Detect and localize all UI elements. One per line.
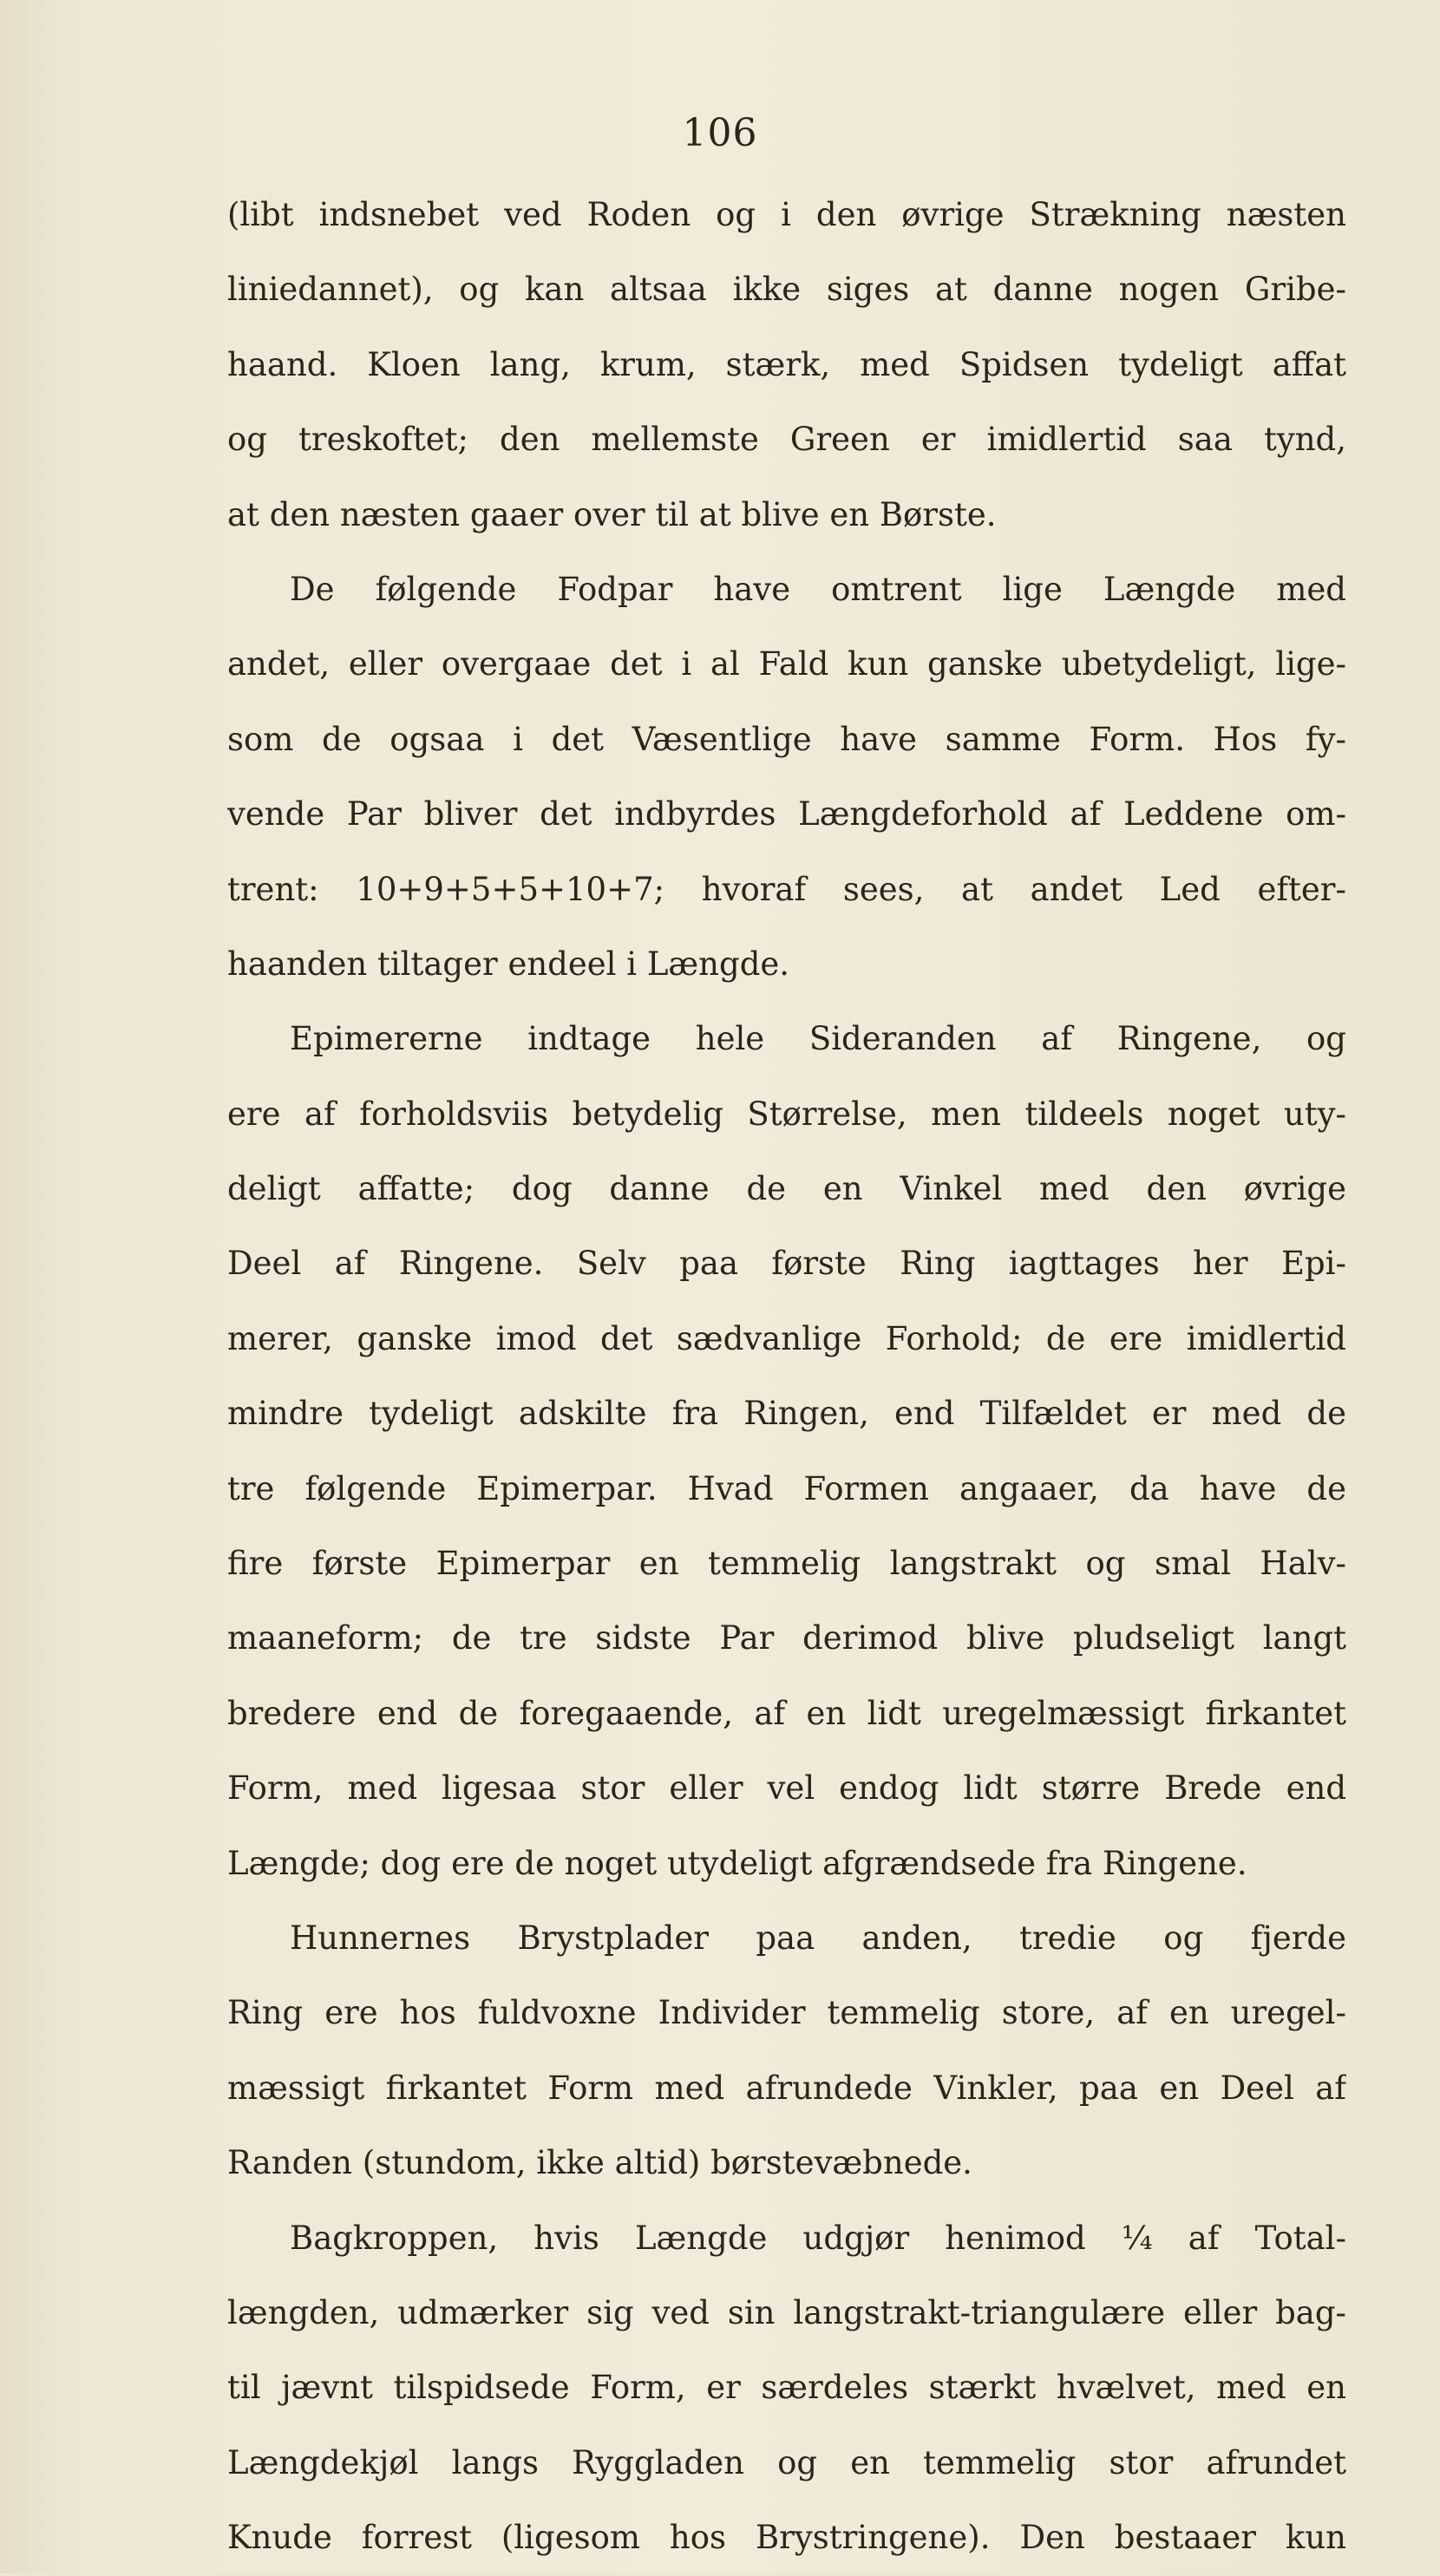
text-line: fire første Epimerpar en temmelig langstrakt og smal Halv- [227, 1545, 1346, 1583]
text-line: haanden tiltager endeel i Længde. [227, 945, 790, 983]
text-line: mindre tydeligt adskilte fra Ringen, end Tilfældet er med de [227, 1395, 1346, 1433]
text-line: andet, eller overgaae det i al Fald kun ganske ubetydeligt, lige- [227, 645, 1346, 683]
text-line: Knude forrest (ligesom hos Brystringene). Den bestaaer kun [227, 2519, 1346, 2557]
text-line: liniedannet), og kan altsaa ikke siges at danne nogen Gribe- [227, 271, 1346, 309]
text-line: Længdekjøl langs Ryggladen og en temmelig stor afrundet [227, 2443, 1346, 2481]
text-line: længden, udmærker sig ved sin langstrakt-triangulære eller bag- [227, 2293, 1346, 2331]
text-line: haand. Kloen lang, krum, stærk, med Spidsen tydeligt affat [227, 345, 1346, 383]
text-line: Randen (stundom, ikke altid) børstevæbnede. [227, 2144, 972, 2182]
text-line: Ring ere hos fuldvoxne Individer temmelig store, af en uregel- [227, 1994, 1346, 2032]
text-line: at den næsten gaaer over til at blive en Børste. [227, 495, 997, 533]
paragraph-start-line: Bagkroppen, hvis Længde udgjør henimod ¼ af Total- [290, 2219, 1346, 2257]
text-line: bredere end de foregaaende, af en lidt uregelmæssigt firkantet [227, 1694, 1346, 1732]
text-line: (libt indsnebet ved Roden og i den øvrige Strækning næsten [227, 196, 1346, 233]
text-line: Form, med ligesaa stor eller vel endog lidt større Brede end [227, 1769, 1346, 1808]
text-line: Længde; dog ere de noget utydeligt afgrændsede fra Ringene. [227, 1844, 1247, 1882]
text-line: til jævnt tilspidsede Form, er særdeles stærkt hvælvet, med en [227, 2369, 1346, 2407]
paragraph-start-line: De følgende Fodpar have omtrent lige Længde med [290, 570, 1346, 608]
text-line: mæssigt firkantet Form med afrundede Vinkler, paa en Deel af [227, 2069, 1346, 2107]
paragraph-start-line: Hunnernes Brystplader paa anden, tredie og fjerde [290, 1919, 1346, 1957]
text-line: merer, ganske imod det sædvanlige Forhold; de ere imidlertid [227, 1319, 1346, 1357]
text-line: trent: 10+9+5+5+10+7; hvoraf sees, at andet Led efter- [227, 870, 1346, 908]
text-line: Deel af Ringene. Selv paa første Ring iagttages her Epi- [227, 1245, 1346, 1283]
text-line: tre følgende Epimerpar. Hvad Formen angaaer, da have de [227, 1469, 1346, 1507]
text-line: deligt affatte; dog danne de en Vinkel med den øvrige [227, 1170, 1346, 1208]
text-line: maaneform; de tre sidste Par derimod blive pludseligt langt [227, 1619, 1346, 1657]
text-line: som de ogsaa i det Væsentlige have samme Form. Hos fy- [227, 720, 1346, 758]
text-line: og treskoftet; den mellemste Green er imidlertid saa tynd, [227, 421, 1346, 459]
body-text [227, 178, 1346, 2576]
text-line: ere af forholdsviis betydelig Størrelse, men tildeels noget uty- [227, 1095, 1346, 1133]
text-line: vende Par bliver det indbyrdes Længdeforhold af Leddene om- [227, 795, 1346, 834]
page-number: 106 [682, 111, 758, 155]
paragraph-start-line: Epimererne indtage hele Sideranden af Ringene, og [290, 1020, 1346, 1058]
